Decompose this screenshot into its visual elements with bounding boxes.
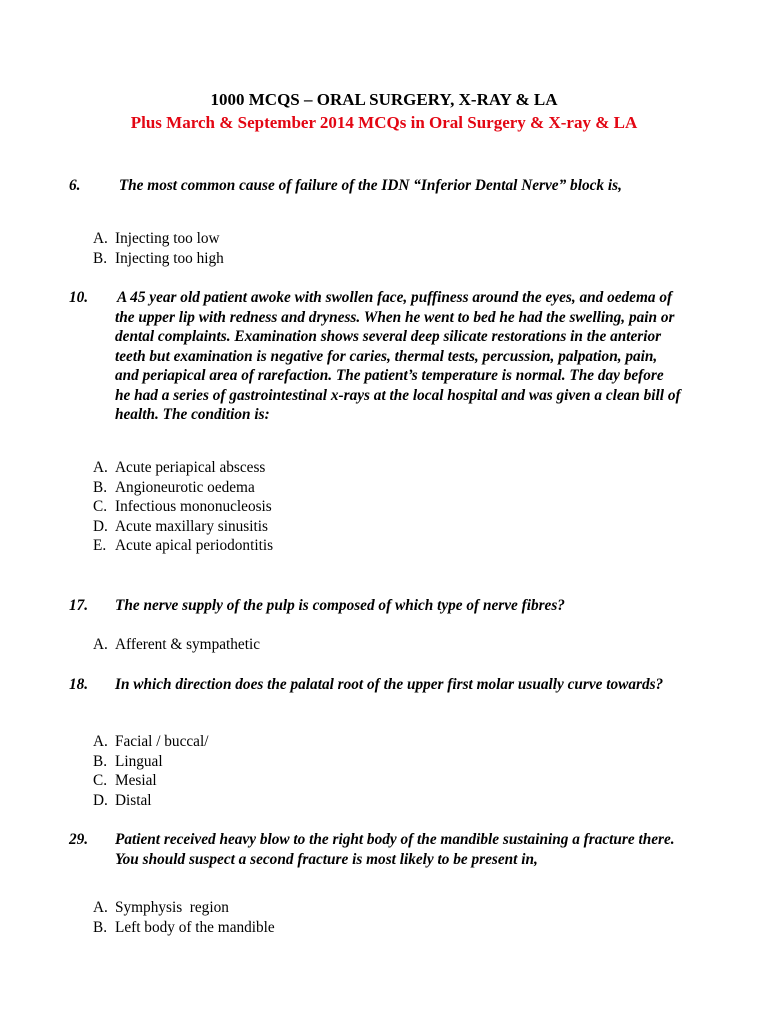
option-item: [93, 458, 653, 478]
option-text: Acute maxillary sinusitis: [115, 517, 268, 535]
option-text: Infectious mononucleosis: [115, 498, 272, 516]
option-text: Injecting too low: [115, 230, 220, 247]
option-item: [93, 478, 653, 498]
option-text: Acute apical periodontitis: [115, 537, 274, 555]
option-item: [93, 229, 653, 249]
option-label: A.: [93, 459, 108, 476]
option-label: B.: [93, 752, 108, 770]
option-label: D.: [93, 791, 108, 809]
question-number: 17.: [69, 597, 89, 614]
option-item: [93, 517, 653, 537]
option-label: C.: [93, 772, 108, 790]
option-label: B.: [93, 918, 108, 936]
question-18: [69, 675, 682, 695]
question-10: [69, 288, 682, 425]
option-text: Left body of the mandible: [115, 918, 275, 936]
option-label: A.: [93, 899, 108, 916]
question-text: Patient received heavy blow to the right body of the mandible sustaining a fracture there. You should suspect a second fracture is most likely to be present in,: [115, 831, 675, 868]
question-text: In which direction does the palatal root of the upper first molar usually curve towards?: [115, 676, 664, 693]
question-number: 18.: [69, 676, 89, 693]
option-label: D.: [93, 517, 108, 535]
option-item: [93, 791, 653, 811]
question-29: [69, 830, 682, 869]
option-label: A.: [93, 733, 108, 750]
options-list: [93, 229, 653, 268]
option-item: [93, 732, 653, 752]
options-list: [93, 732, 653, 810]
option-label: A.: [93, 230, 108, 247]
option-label: E.: [93, 537, 107, 555]
option-text: Afferent & sympathetic: [115, 636, 260, 653]
options-list: [93, 898, 653, 937]
options-list: [93, 635, 653, 655]
option-text: Mesial: [115, 772, 157, 790]
option-label: C.: [93, 498, 108, 516]
option-item: [93, 752, 653, 772]
page-title: 1000 MCQS – ORAL SURGERY, X-RAY & LA: [210, 90, 558, 109]
option-item: [93, 497, 653, 517]
option-label: A.: [93, 636, 108, 653]
option-label: B.: [93, 478, 108, 496]
question-text: The most common cause of failure of the IDN “Inferior Dental Nerve” block is,: [115, 177, 622, 194]
options-list: [93, 458, 653, 556]
page-subtitle: Plus March & September 2014 MCQs in Oral Surgery & X-ray & LA: [130, 113, 638, 132]
question-number: 6.: [69, 177, 81, 194]
option-item: [93, 635, 653, 655]
question-17: [69, 596, 682, 616]
option-item: [93, 536, 653, 556]
question-text: A 45 year old patient awoke with swollen face, puffiness around the eyes, and oedema of the upper lip with redness and dryness. When he went to bed he had the swelling, pain or dental complaints. Examination shows several deep silicate restorations in the anterior teeth but examination is negative for caries, thermal tests, percussion, palpation, pain, and periapical area of rarefaction. The patient’s temperature is normal. The day before he had a series of gastrointestinal x-rays at the local hospital and was given a clean bill of health. The condition is:: [115, 289, 681, 423]
option-text: Symphysis region: [115, 899, 229, 916]
question-text: The nerve supply of the pulp is composed of which type of nerve fibres?: [115, 597, 565, 614]
option-item: [93, 249, 653, 269]
option-text: Acute periapical abscess: [115, 459, 266, 476]
option-text: Distal: [115, 791, 152, 809]
option-text: Angioneurotic oedema: [115, 478, 255, 496]
option-item: [93, 898, 653, 918]
option-label: B.: [93, 249, 108, 267]
question-number: 29.: [69, 831, 89, 848]
question-6: [69, 176, 682, 196]
option-text: Lingual: [115, 752, 163, 770]
option-item: [93, 771, 653, 791]
option-text: Injecting too high: [115, 249, 224, 267]
option-item: [93, 918, 653, 938]
option-text: Facial / buccal/: [115, 733, 209, 750]
question-number: 10.: [69, 289, 89, 306]
